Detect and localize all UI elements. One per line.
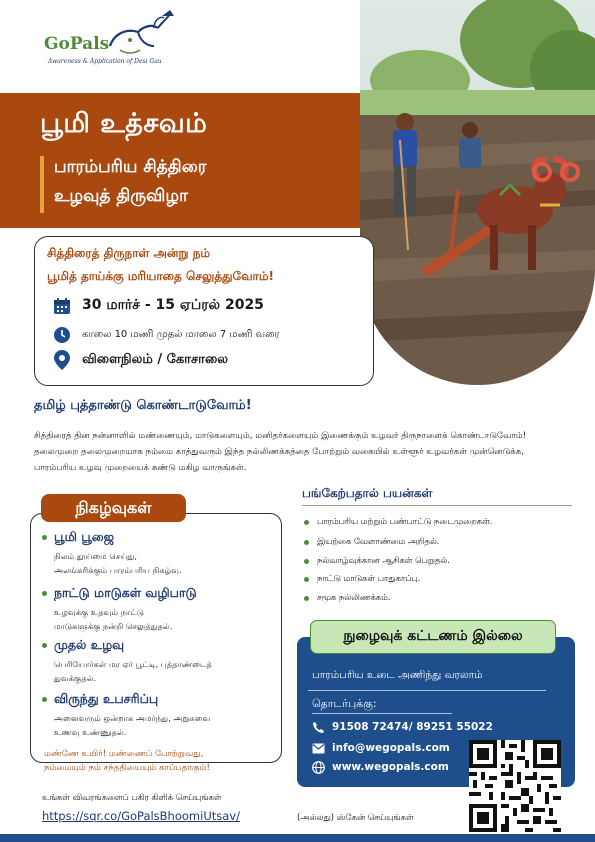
contact-heading-underline (312, 713, 452, 714)
registration-qr-code[interactable] (469, 740, 561, 832)
benefit-item (304, 573, 420, 585)
page-title: பூமி உத்சவம் (40, 108, 208, 139)
email-icon (311, 741, 325, 755)
benefit-text: பாரம்பரிய மற்றும் பண்பாட்டு நடைமுறைகள். (317, 516, 493, 526)
benefit-item (304, 536, 439, 548)
events-heading: நிகழ்வுகள் (41, 494, 186, 522)
hero-photo (360, 0, 595, 385)
event-item-desc: மாடுகளுக்கு நன்றி செலுத்துதல். (54, 621, 173, 631)
calendar-icon (52, 296, 72, 316)
event-item-title: பூமி பூஜை (54, 529, 115, 544)
bullet-icon (42, 697, 47, 702)
benefit-item (304, 555, 450, 567)
event-item (42, 691, 272, 739)
benefit-text: சமூக நல்லிணக்கம். (317, 592, 391, 602)
slogan-line-1: மண்ணே உயிர்! மண்ணைப் போற்றுவது, (44, 749, 204, 759)
scan-prompt: (அல்லது) ஸ்கேன் செய்யுங்கள் (297, 812, 414, 822)
event-tagline (47, 242, 367, 288)
footer-bar (0, 834, 595, 842)
gopals-logo (40, 6, 180, 78)
page-subtitle (54, 153, 314, 211)
event-item (42, 637, 272, 685)
farmers-ploughing-image (360, 0, 595, 385)
register-link[interactable]: https://sqr.co/GoPalsBhoomiUtsav/ (42, 809, 240, 823)
subtitle-line-1: பாரம்பரிய சித்திரை (54, 157, 207, 177)
event-item-desc: பெரியோர்கள் மர ஏர் பூட்டி, புத்தாண்டைத் (54, 659, 212, 669)
register-prompt: உங்கள் விவரங்களைப் பகிர கிளிக் செய்யுங்கள் (42, 792, 222, 802)
clock-icon (52, 325, 72, 345)
event-item-desc: அனைவரும் ஒன்றாக அமர்ந்து, அறுசுவை (54, 713, 211, 723)
subtitle-line-2: உழவுத் திருவிழா (54, 186, 188, 206)
qr-code-icon (469, 740, 561, 832)
event-date: 30 மார்ச் - 15 ஏப்ரல் 2025 (82, 297, 264, 313)
benefits-divider (302, 505, 572, 506)
contact-website-row[interactable] (311, 760, 449, 774)
bullet-icon (42, 643, 47, 648)
bullet-icon (304, 596, 309, 601)
globe-icon (311, 760, 325, 774)
event-item-title: விருந்து உபசரிப்பு (54, 691, 159, 706)
event-item (42, 585, 272, 633)
contact-email[interactable]: info@wegopals.com (332, 742, 450, 754)
event-date-row (52, 296, 264, 316)
bullet-icon (42, 591, 47, 596)
event-item-desc: துவக்குதல். (54, 673, 97, 683)
contact-heading: தொடர்புக்கு: (312, 697, 377, 710)
contact-phone[interactable]: 91508 72474/ 89251 55022 (332, 721, 493, 733)
event-item (42, 529, 272, 577)
benefit-item (304, 516, 492, 528)
slogan-line-2: நம்மையும் நம் சந்ததியையும் காப்பதாகும்! (44, 763, 210, 773)
free-entry-badge: நுழைவுக் கட்டணம் இல்லை (310, 620, 556, 654)
contact-divider (308, 690, 546, 691)
logo-tagline: Awareness & Application of Desi Gau (48, 58, 162, 65)
event-item-desc: அலங்கரிக்கும் பாரம்பரிய நிகழ்வு. (54, 565, 182, 575)
soil-slogan (44, 747, 210, 775)
contact-website[interactable]: www.wegopals.com (332, 761, 449, 773)
tagline-line-2: பூமித் தாய்க்கு மரியாதை செலுத்துவோம்! (47, 269, 274, 283)
event-item-title: நாட்டு மாடுகள் வழிபாடு (54, 585, 197, 600)
location-pin-icon (52, 350, 72, 370)
bullet-icon (304, 540, 309, 545)
bullet-icon (304, 577, 309, 582)
bullet-icon (304, 520, 309, 525)
event-item-desc: நிலம் தூய்மை செய்து, (54, 551, 137, 561)
benefit-text: நாட்டு மாடுகள் பாதுகாப்பு. (317, 573, 421, 583)
dress-note: பாரம்பரிய உடை அணிந்து வரலாம் (312, 669, 483, 681)
event-item-desc: உழவுக்கு உதவும் நாட்டு (54, 607, 145, 617)
phone-icon (311, 720, 325, 734)
contact-phone-row[interactable] (311, 720, 493, 734)
benefit-text: இயற்கை வேளாண்மை அறிதல். (317, 536, 440, 546)
new-year-description: சித்திரைத் தின நன்னாளில் மண்ணையும், மாடுகளையும், மனிதர்களையும் இணைக்கும் உழவர் திருநாளைக் கொண்டாடுவோம்! தலைமுறை தலைமுறையாக நம்மை காத்துவரும் இந்த நல்லிணக்கத்தை போற்றும் வகையில் உள்ளூர் உழவர்கள் முன்னெடுக்க, பாரம்பரிய உழவு முறையைக் கண்டு மகிழ வாருங்கள். (34, 431, 527, 473)
benefit-item (304, 592, 391, 604)
benefit-text: நல்வாழ்வுக்கான ஆசிகள் பெறுதல். (317, 555, 450, 565)
event-item-title: முதல் உழவு (54, 637, 125, 652)
event-time: காலை 10 மணி முதல் மாலை 7 மணி வரை (82, 329, 280, 340)
tagline-line-1: சித்திரைத் திருநாள் அன்று நம் (47, 246, 211, 260)
bullet-icon (304, 559, 309, 564)
event-item-desc: உணவு உண்ணுதல். (54, 727, 127, 737)
logo-wordmark: GoPals (44, 34, 110, 54)
title-accent-bar (40, 156, 44, 213)
benefits-heading: பங்கேற்பதால் பயன்கள் (302, 486, 433, 500)
event-place: விளைநிலம் / கோசாலை (82, 352, 229, 367)
contact-email-row[interactable] (311, 741, 450, 755)
event-time-row (52, 325, 280, 345)
event-place-row (52, 350, 228, 370)
new-year-heading: தமிழ் புத்தாண்டு கொண்டாடுவோம்! (34, 398, 252, 413)
bullet-icon (42, 535, 47, 540)
